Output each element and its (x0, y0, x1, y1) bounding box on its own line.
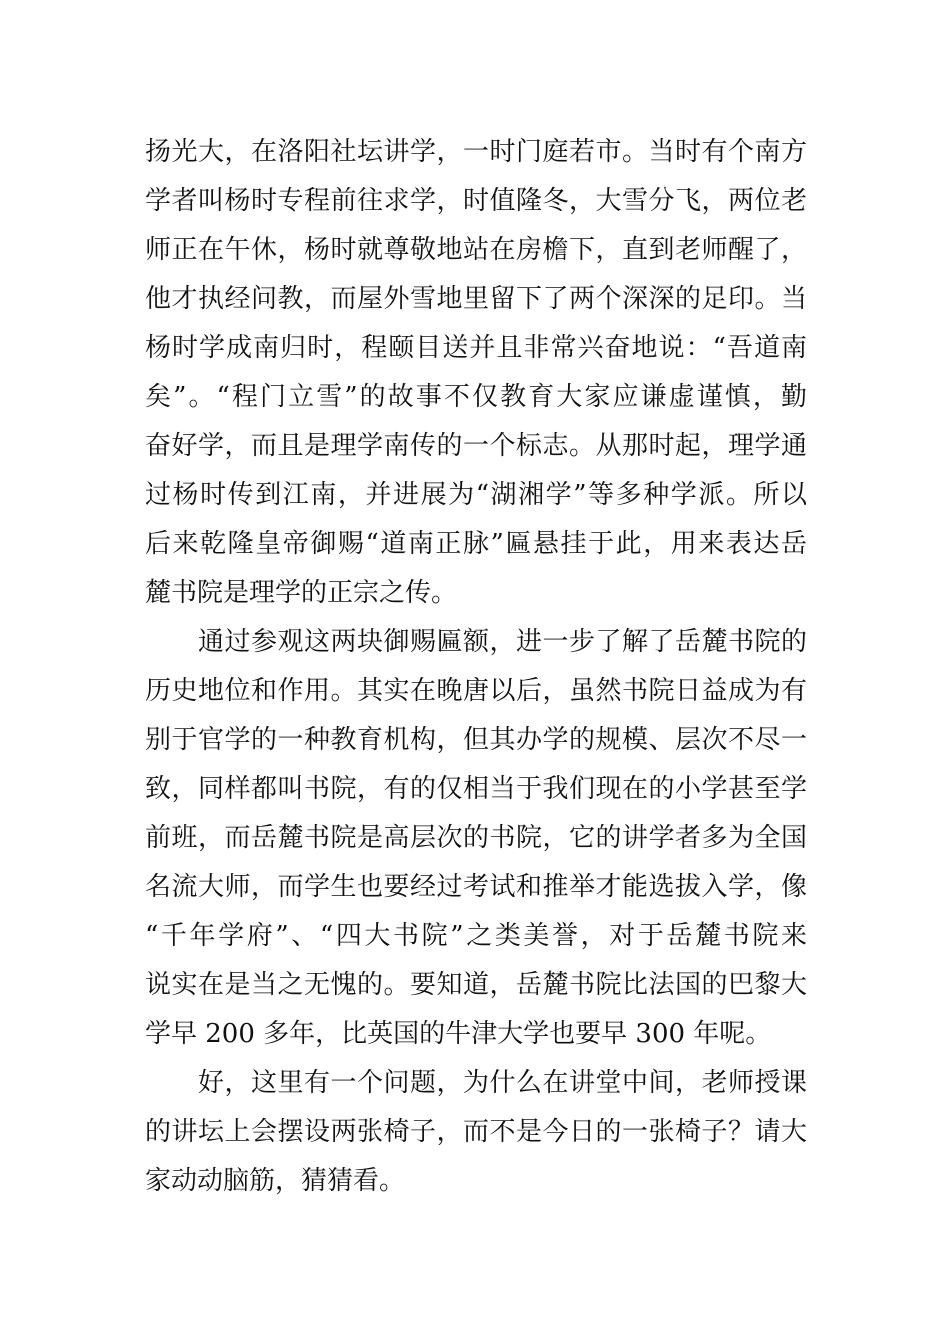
text-line: 麓书院是理学的正宗之传。 (145, 578, 458, 608)
text-line: 通过参观这两块御赐匾额，进一步了解了岳麓书院的 (145, 627, 807, 657)
text-line: 后来乾隆皇帝御赐“道南正脉”匾悬挂于此，用来表达岳 (145, 529, 807, 559)
text-line: 的讲坛上会摆设两张椅子，而不是今日的一张椅子？请大 (145, 1117, 807, 1147)
text-line: 他才执经问教，而屋外雪地里留下了两个深深的足印。当 (145, 284, 807, 314)
text-line: 师正在午休，杨时就尊敬地站在房檐下，直到老师醒了， (145, 235, 807, 265)
text-line: 学早 200 多年，比英国的牛津大学也要早 300 年呢。 (145, 1019, 772, 1049)
text-line: 好，这里有一个问题，为什么在讲堂中间，老师授课 (145, 1068, 807, 1098)
text-line: 说实在是当之无愧的。要知道，岳麓书院比法国的巴黎大 (145, 970, 807, 1000)
document-page (145, 128, 807, 1206)
paragraph-2 (145, 618, 807, 1059)
text-line: 学者叫杨时专程前往求学，时值隆冬，大雪分飞，两位老 (145, 186, 807, 216)
text-line: 别于官学的一种教育机构，但其办学的规模、层次不尽一 (145, 725, 807, 755)
paragraph-3 (145, 1059, 807, 1206)
text-line: 名流大师，而学生也要经过考试和推举才能选拔入学，像 (145, 872, 807, 902)
text-line: 过杨时传到江南，并进展为“湖湘学”等多种学派。所以 (145, 480, 807, 510)
text-line: 矣”。“程门立雪”的故事不仅教育大家应谦虚谨慎，勤 (145, 382, 807, 412)
paragraph-1 (145, 128, 807, 618)
text-line: 前班，而岳麓书院是高层次的书院，它的讲学者多为全国 (145, 823, 807, 853)
text-line: 杨时学成南归时，程颐目送并且非常兴奋地说：“吾道南 (145, 333, 807, 363)
text-line: 扬光大，在洛阳社坛讲学，一时门庭若市。当时有个南方 (145, 137, 807, 167)
text-line: “千年学府”、“四大书院”之类美誉，对于岳麓书院来 (145, 921, 807, 951)
text-line: 家动动脑筋，猜猜看。 (145, 1166, 406, 1196)
text-line: 致，同样都叫书院，有的仅相当于我们现在的小学甚至学 (145, 774, 807, 804)
text-line: 奋好学，而且是理学南传的一个标志。从那时起，理学通 (145, 431, 807, 461)
text-line: 历史地位和作用。其实在晚唐以后，虽然书院日益成为有 (145, 676, 807, 706)
